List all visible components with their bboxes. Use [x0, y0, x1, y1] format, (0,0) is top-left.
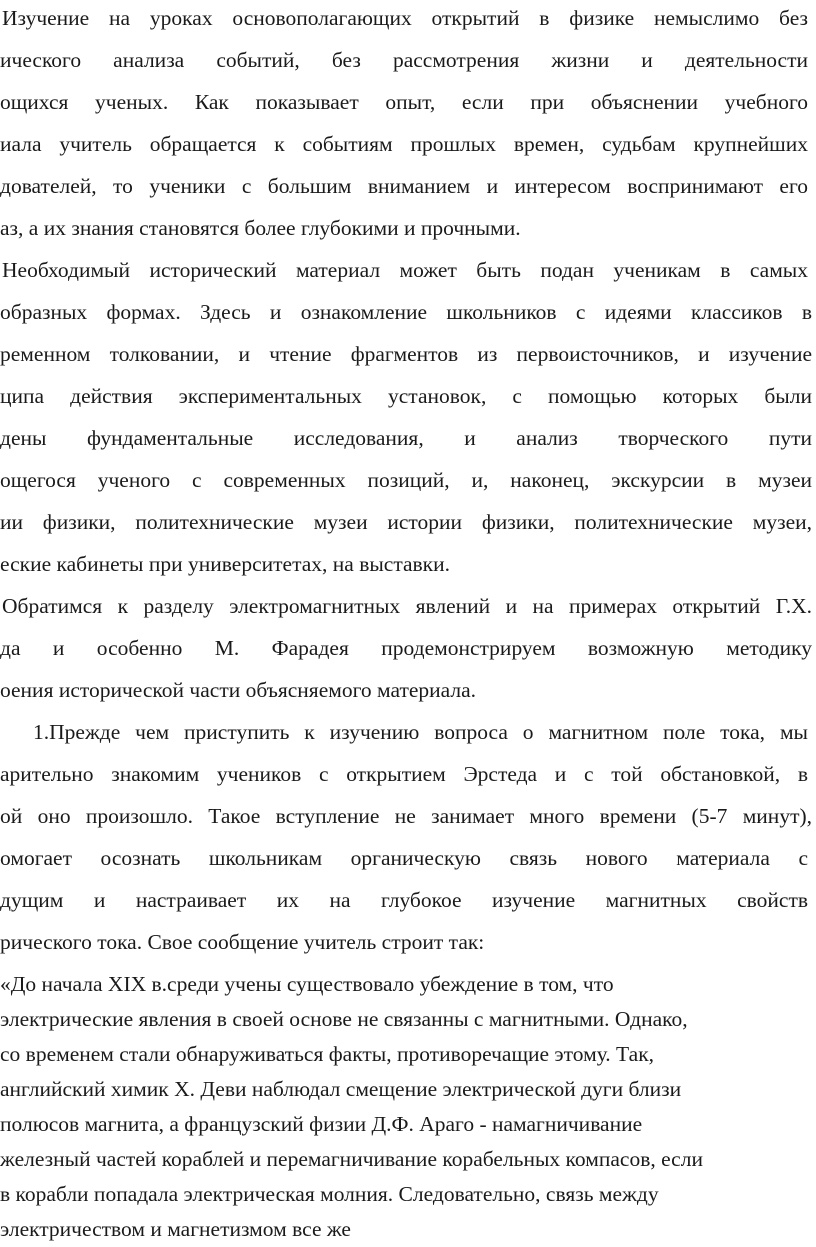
quote-line: железный частей кораблей и перемагничивание корабельных компасов, если — [0, 1147, 703, 1171]
text-line: омогает осознать школьникам органическую связь нового материала с — [0, 846, 808, 870]
text-line: иала учитель обращается к событиям прошлых времен, судьбам крупнейших — [0, 132, 808, 156]
text-line: 1.Прежде чем приступить к изучению вопроса о магнитном поле тока, мы — [33, 720, 808, 744]
text-line: ического анализа событий, без рассмотрения жизни и деятельности — [0, 48, 808, 72]
text-line: дены фундаментальные исследования, и анализ творческого пути — [0, 426, 812, 450]
quote-line: со временем стали обнаруживаться факты, противоречащие этому. Так, — [0, 1042, 655, 1066]
text-line: аз, а их знания становятся более глубокими и прочными. — [0, 216, 521, 240]
text-line: Необходимый исторический материал может быть подан ученикам в самых — [2, 258, 808, 282]
quote-line: в корабли попадала электрическая молния. Следовательно, связь между — [0, 1182, 659, 1206]
text-line: ии физики, политехнические музеи истории физики, политехнические музеи, — [0, 510, 812, 534]
text-line: ципа действия экспериментальных установок, с помощью которых были — [0, 384, 812, 408]
text-line: Изучение на уроках основополагающих открытий в физике немыслимо без — [2, 6, 808, 30]
text-line: образных формах. Здесь и ознакомление школьников с идеями классиков в — [0, 300, 812, 324]
quote-line: электрические явления в своей основе не связанны с магнитными. Однако, — [0, 1007, 688, 1031]
quote-line: полюсов магнита, а французский физии Д.Ф. Араго - намагничивание — [0, 1112, 643, 1136]
text-line: ременном толковании, и чтение фрагментов из первоисточников, и изучение — [0, 342, 812, 366]
text-line: рического тока. Свое сообщение учитель строит так: — [0, 930, 485, 954]
text-line: ой оно произошло. Такое вступление не занимает много времени (5-7 минут), — [0, 804, 812, 828]
text-line: да и особенно М. Фарадея продемонстрируем возможную методику — [0, 636, 812, 660]
text-line: оения исторической части объясняемого материала. — [0, 678, 477, 702]
text-line: ощегося ученого с современных позиций, и, наконец, экскурсии в музеи — [0, 468, 812, 492]
text-line: еские кабинеты при университетах, на выставки. — [0, 552, 451, 576]
quote-line: английский химик Х. Деви наблюдал смещение электрической дуги близи — [0, 1077, 682, 1101]
text-line: Обратимся к разделу электромагнитных явлений и на примерах открытий Г.Х. — [2, 594, 812, 618]
text-line: дущим и настраивает их на глубокое изучение магнитных свойств — [0, 888, 808, 912]
text-line: дователей, то ученики с большим вниманием и интересом воспринимают его — [0, 174, 808, 198]
text-line: арительно знакомим учеников с открытием Эрстеда и с той обстановкой, в — [0, 762, 808, 786]
quote-line: электричеством и магнетизмом все же — [0, 1217, 351, 1241]
quote-line: «До начала XIX в.среди учены существовало убеждение в том, что — [0, 972, 614, 996]
text-line: ощихся ученых. Как показывает опыт, если при объяснении учебного — [0, 90, 808, 114]
